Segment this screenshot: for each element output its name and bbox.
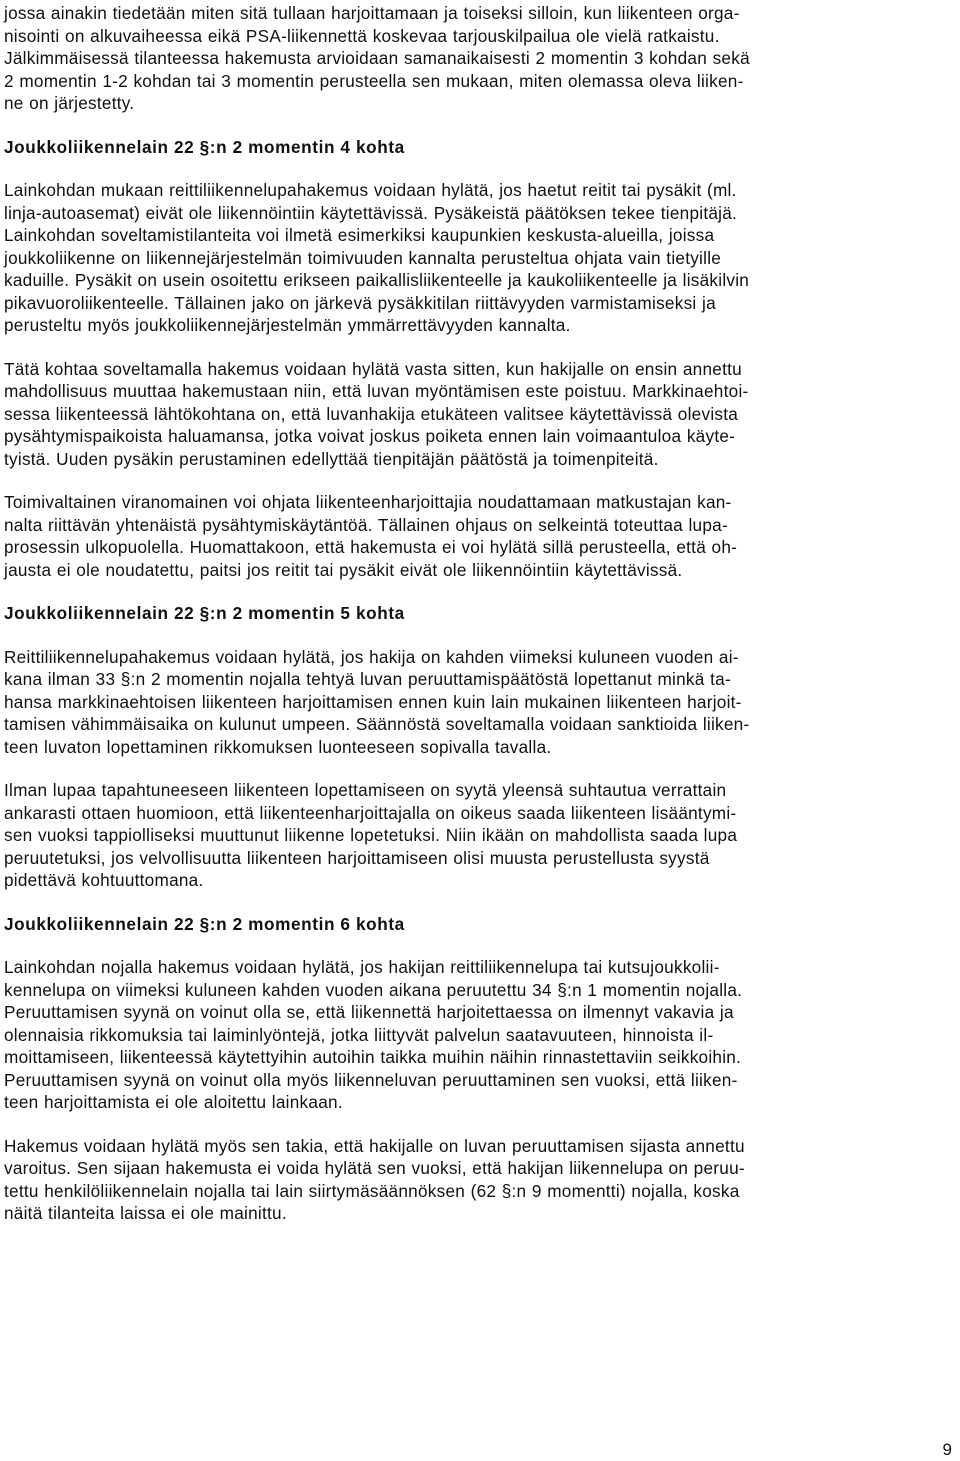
text-line: Peruuttamisen syynä on voinut olla se, että liikennettä harjoitettaessa on ilmennyt vakavia ja (4, 1002, 734, 1022)
text-line: peruutetuksi, jos velvollisuutta liikenteen harjoittamiseen olisi muusta perustellusta syystä (4, 847, 710, 868)
text-line: linja-autoasemat) eivät ole liikennöintiin käytettävissä. Pysäkeistä päätöksen tekee tienpitäjä. (4, 202, 738, 223)
text-line: tyistä. Uuden pysäkin perustaminen edellyttää tienpitäjän päätöstä ja toimenpiteitä. (4, 448, 659, 469)
text-line: Peruuttamisen syynä on voinut olla myös liikenneluvan peruuttaminen sen vuoksi, että liiken- (4, 1069, 738, 1090)
text-line: Lainkohdan soveltamistilanteita voi ilmetä esimerkiksi kaupunkien keskusta-alueilla, joissa (4, 225, 715, 245)
text-line: pysähtymispaikoista haluamansa, jotka voivat joskus poiketa ennen lain voimaantuloa käyte- (4, 426, 736, 446)
section-kohta-4 (4, 136, 954, 582)
text-line: kaduille. Pysäkit on usein osoitettu erikseen paikallisliikenteelle ja kaukoliikenteelle ja lisäkilvin (4, 270, 750, 290)
text-line: pikavuoroliikenteelle. Tällainen jako on järkevä pysäkkitilan riittävyyden varmistamiseksi ja (4, 292, 716, 313)
section-heading: Joukkoliikennelain 22 §:n 2 momentin 4 kohta (4, 136, 405, 157)
section-kohta-5 (4, 602, 954, 892)
text-line: näitä tilanteita laissa ei ole mainittu. (4, 1203, 287, 1223)
text-line: Lainkohdan mukaan reittiliikennelupahakemus voidaan hylätä, jos haetut reitit tai pysäkit (ml. (4, 180, 737, 200)
paragraph (4, 779, 954, 892)
text-line: joukkoliikenne on liikennejärjestelmän toimivuuden kannalta perusteltua ohjata vain tietyille (4, 247, 722, 268)
page-number: 9 (942, 1440, 952, 1459)
intro-paragraph (4, 2, 954, 115)
text-line: moittamiseen, liikenteessä käytettyihin autoihin taikka muihin näihin rinnastettaviin seikkoihin. (4, 1047, 742, 1067)
text-line: nalta riittävän yhtenäistä pysähtymiskäytäntöä. Tällainen ohjaus on selkeintä toteuttaa lupa- (4, 514, 728, 535)
text-line: varoitus. Sen sijaan hakemusta ei voida hylätä sen vuoksi, että hakijan liikennelupa on peruu- (4, 1158, 745, 1178)
text-line: perusteltu myös joukkoliikennejärjestelmän ymmärrettävyyden kannalta. (4, 315, 571, 335)
text-line: kana ilman 33 §:n 2 momentin nojalla tehtyä luvan peruuttamispäätöstä lopettanut minkä ta- (4, 669, 731, 689)
paragraph (4, 491, 954, 581)
text-line: sen vuoksi tappiolliseksi muuttunut liikenne lopetetuksi. Niin ikään on mahdollista saada lupa (4, 825, 738, 845)
section-kohta-6 (4, 913, 954, 1225)
text-line: ankarasti ottaen huomioon, että liikenteenharjoittajalla on oikeus saada liikenteen lisääntymi- (4, 802, 737, 823)
paragraph (4, 1135, 954, 1225)
text-line: Ilman lupaa tapahtuneeseen liikenteen lopettamiseen on syytä yleensä suhtautua verrattain (4, 780, 727, 800)
text-line: nisointi on alkuvaiheessa eikä PSA-liikennettä koskevaa tarjouskilpailua ole vielä ratkaistu. (4, 25, 720, 46)
paragraph (4, 646, 954, 759)
text-line: teen harjoittamista ei ole aloitettu lainkaan. (4, 1092, 343, 1112)
text-line: Reittiliikennelupahakemus voidaan hylätä, jos hakija on kahden viimeksi kuluneen vuoden ai- (4, 646, 739, 667)
text-line: pidettävä kohtuuttomana. (4, 870, 204, 890)
text-line: mahdollisuus muuttaa hakemustaan niin, että luvan myöntämisen este poistuu. Markkinaehtoi- (4, 381, 749, 401)
section-heading: Joukkoliikennelain 22 §:n 2 momentin 5 kohta (4, 603, 405, 623)
text-line: hansa markkinaehtoisen liikenteen harjoittamisen ennen kuin lain mukainen liikenteen harjoit- (4, 691, 742, 712)
text-line: ne on järjestetty. (4, 93, 135, 113)
text-line: Hakemus voidaan hylätä myös sen takia, että hakijalle on luvan peruuttamisen sijasta annettu (4, 1135, 745, 1156)
text-line: jausta ei ole noudatettu, paitsi jos reitit tai pysäkit eivät ole liikennöintiin käytettävissä. (4, 559, 683, 580)
text-line: jossa ainakin tiedetään miten sitä tullaan harjoittamaan ja toiseksi silloin, kun liikenteen orga- (4, 3, 740, 23)
text-line: sessa liikenteessä lähtökohtana on, että luvanhakija etukäteen valitsee käytettävissä olevista (4, 403, 739, 424)
text-line: olennaisia rikkomuksia tai laiminlyöntejä, jotka liittyvät palvelun saatavuuteen, hinnoista il- (4, 1024, 714, 1045)
text-line: Jälkimmäisessä tilanteessa hakemusta arvioidaan samanaikaisesti 2 momentin 3 kohdan sekä (4, 48, 750, 68)
text-line: tettu henkilöliikennelain nojalla tai lain siirtymäsäännöksen (62 §:n 9 momentti) nojalla, koska (4, 1180, 740, 1201)
text-line: 2 momentin 1-2 kohdan tai 3 momentin perusteella sen mukaan, miten olemassa oleva liiken- (4, 70, 744, 91)
text-line: Lainkohdan nojalla hakemus voidaan hylätä, jos hakijan reittiliikennelupa tai kutsujoukkolii- (4, 957, 720, 977)
text-line: kennelupa on viimeksi kuluneen kahden vuoden aikana peruutettu 34 §:n 1 momentin nojalla. (4, 979, 743, 1000)
paragraph (4, 956, 954, 1114)
text-line: tamisen vähimmäisaika on kulunut umpeen. Säännöstä soveltamalla voidaan sanktioida liiken- (4, 714, 750, 734)
document-page (4, 2, 954, 1225)
text-line: teen luvaton lopettaminen rikkomuksen luonteeseen sopivalla tavalla. (4, 736, 552, 757)
section-heading: Joukkoliikennelain 22 §:n 2 momentin 6 kohta (4, 913, 405, 934)
paragraph (4, 179, 954, 337)
text-line: Tätä kohtaa soveltamalla hakemus voidaan hylätä vasta sitten, kun hakijalle on ensin annettu (4, 358, 742, 379)
text-line: Toimivaltainen viranomainen voi ohjata liikenteenharjoittajia noudattamaan matkustajan kan- (4, 492, 732, 512)
text-line: prosessin ulkopuolella. Huomattakoon, että hakemusta ei voi hylätä sillä perusteella, että oh- (4, 537, 738, 557)
paragraph (4, 358, 954, 471)
